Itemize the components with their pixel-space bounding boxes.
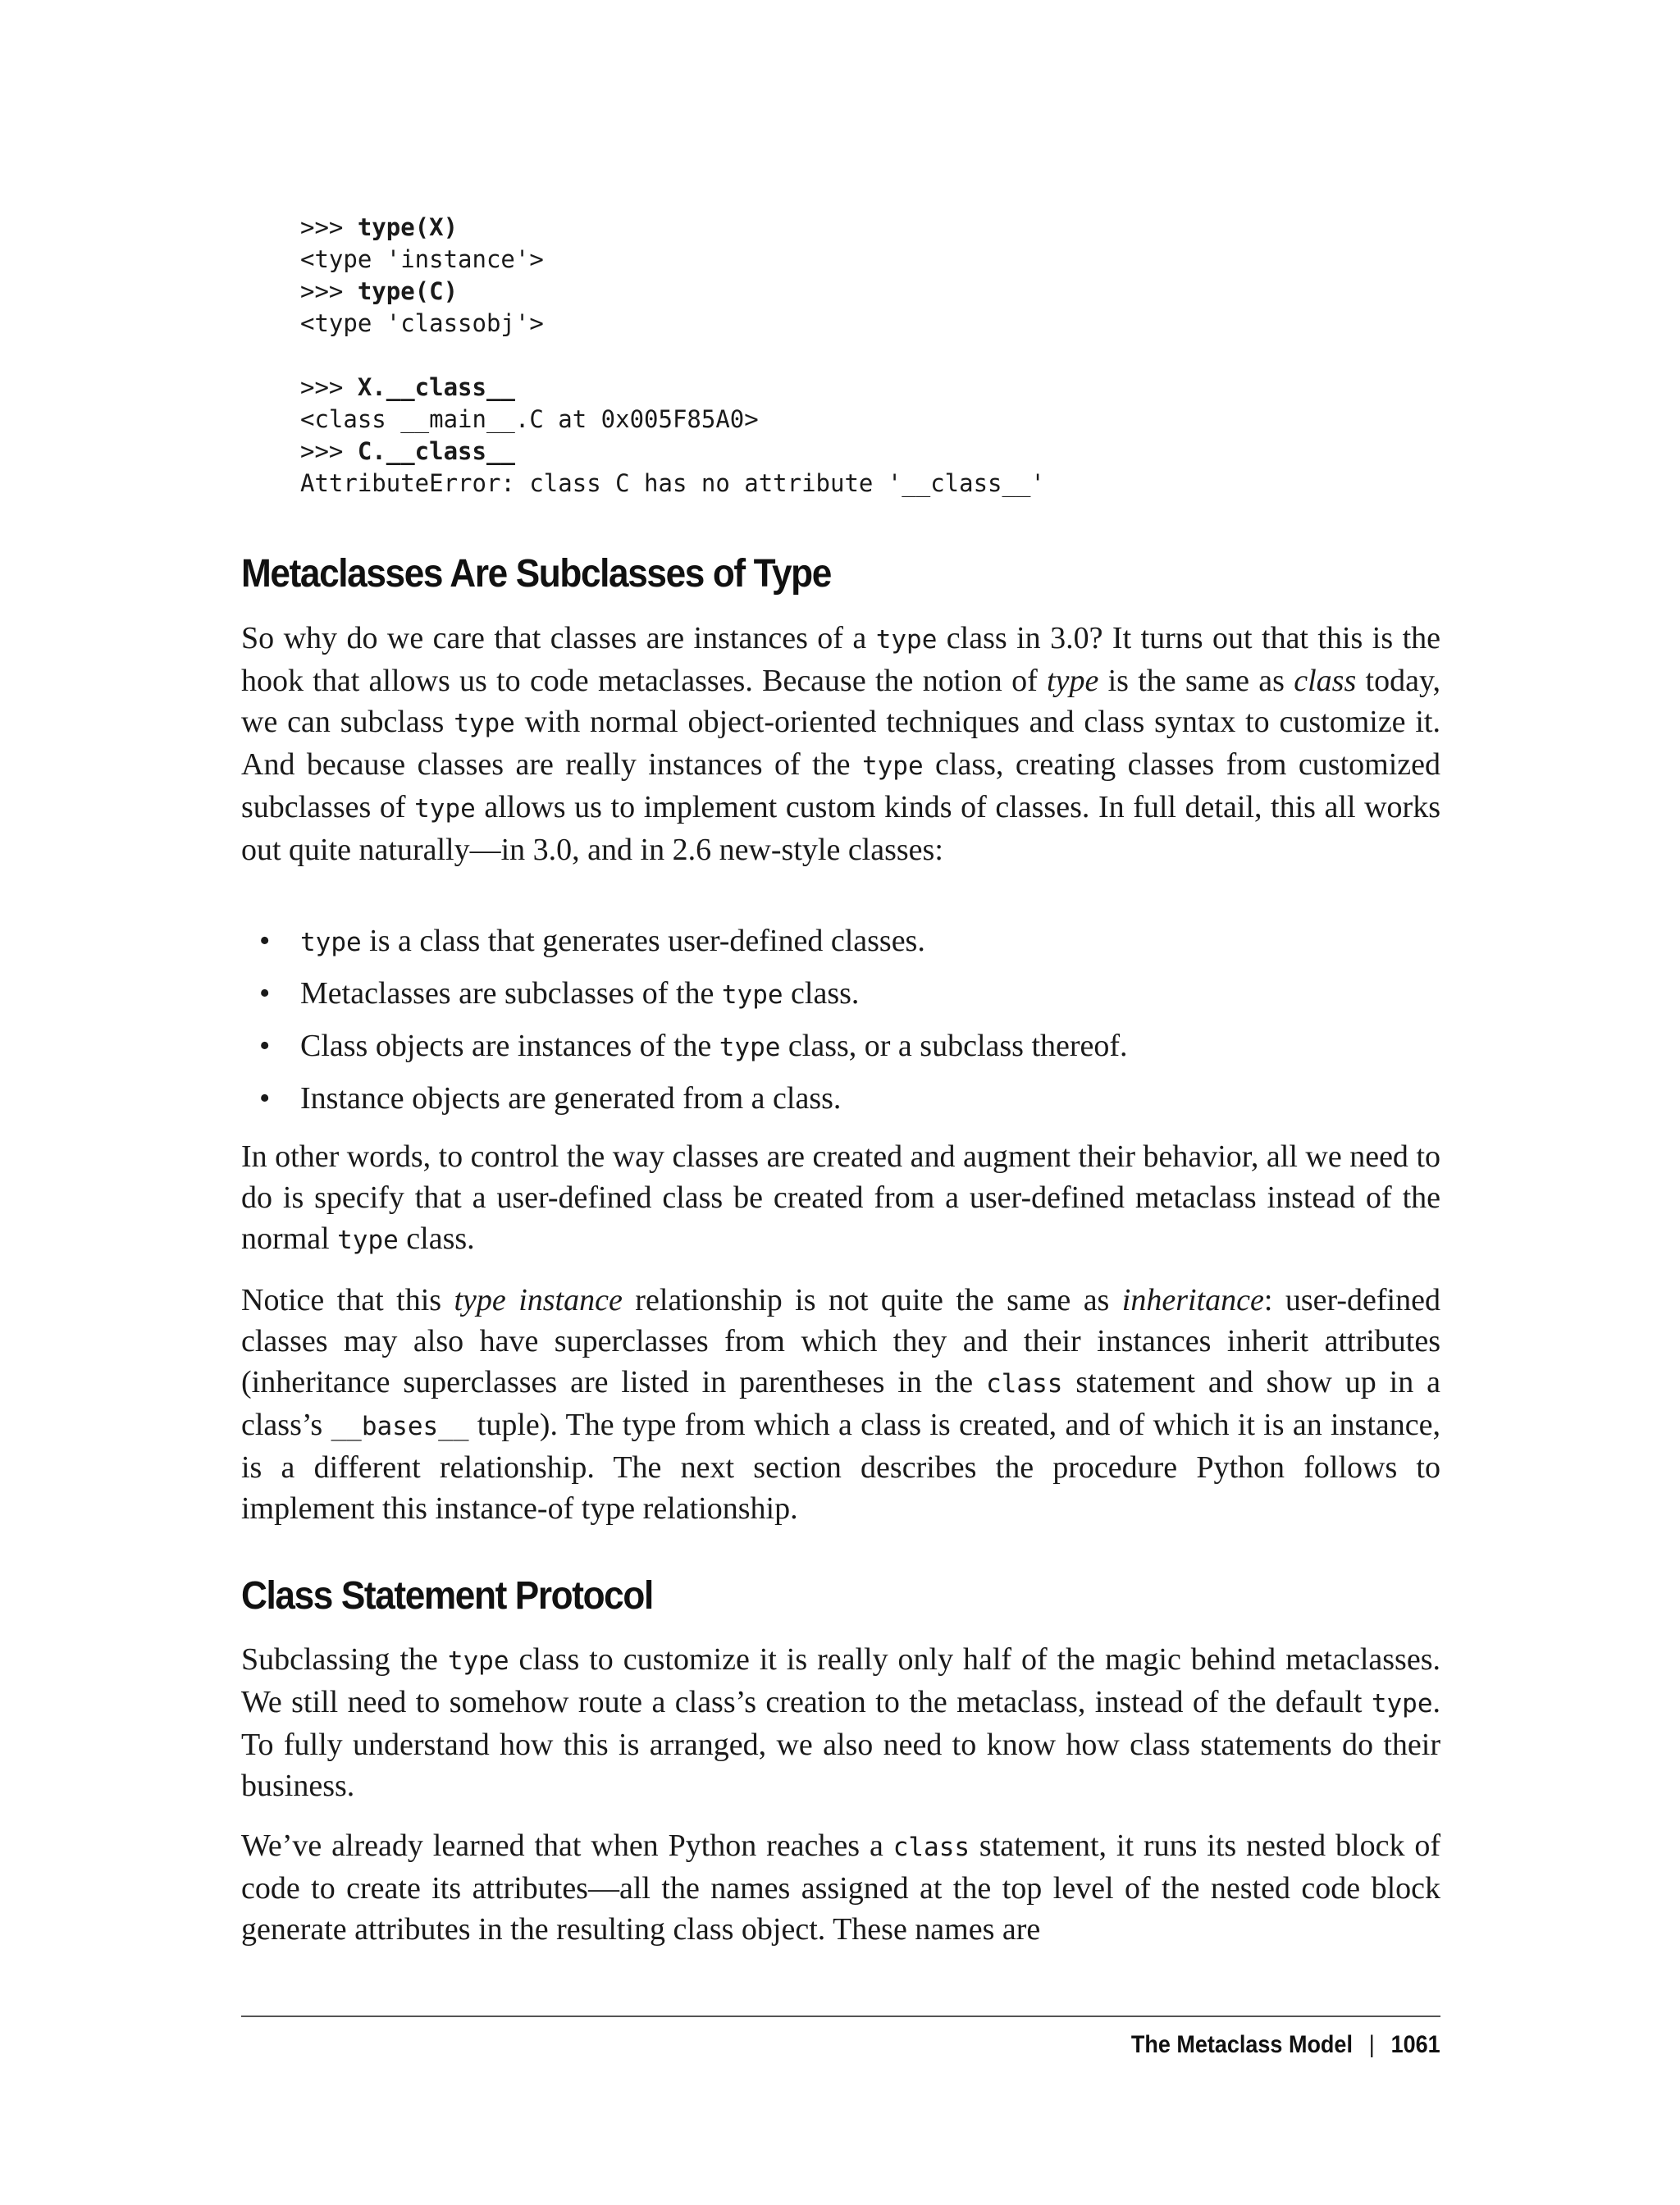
text-run: Instance objects are generated from a class. bbox=[300, 1081, 842, 1116]
inline-code: type bbox=[447, 1646, 509, 1676]
inline-code: type bbox=[721, 980, 783, 1010]
page-footer bbox=[1131, 2031, 1440, 2059]
paragraph-class-statement bbox=[241, 1825, 1440, 1950]
inline-code: type bbox=[719, 1033, 781, 1062]
text-run: Class objects are instances of the bbox=[300, 1029, 719, 1063]
emphasis: type bbox=[1047, 664, 1099, 698]
text-run: relationship is not quite the same as bbox=[622, 1283, 1122, 1317]
list-item bbox=[241, 920, 1440, 963]
bullet-list bbox=[241, 920, 1440, 1129]
page-number: 1061 bbox=[1390, 2031, 1440, 2058]
code-line bbox=[300, 212, 1045, 244]
text-run: statement, it runs its nested block of code to create its attributes—all the names assigned at the top level of the nested code block generate attributes in the resulting class object. These names are bbox=[241, 1828, 1440, 1947]
inline-code: type bbox=[300, 928, 362, 957]
inline-code: type bbox=[337, 1226, 399, 1255]
paragraph-other-words bbox=[241, 1136, 1440, 1261]
footer-chapter-title: The Metaclass Model bbox=[1131, 2031, 1354, 2058]
text-run: Metaclasses are subclasses of the bbox=[300, 976, 722, 1011]
text-run: class, creating classes from customized subclasses of bbox=[241, 747, 1440, 824]
text-run: today, we can subclass bbox=[241, 664, 1440, 739]
code-line bbox=[300, 340, 1045, 372]
section-heading-metaclasses: Metaclasses Are Subclasses of Type bbox=[241, 552, 831, 596]
footer-divider bbox=[241, 2016, 1440, 2017]
code-line bbox=[300, 372, 1045, 404]
text-run: is the same as bbox=[1098, 664, 1294, 698]
code-prompt: >>> bbox=[300, 373, 358, 401]
code-line: AttributeError: class C has no attribute '__class__' bbox=[300, 469, 1045, 497]
text-run: Notice that this bbox=[241, 1283, 454, 1317]
paragraph-type-instance bbox=[241, 1280, 1440, 1529]
bullet-icon: • bbox=[259, 924, 271, 958]
emphasis: type instance bbox=[454, 1283, 623, 1317]
inline-code: type bbox=[1371, 1689, 1433, 1719]
text-run: class to customize it is really only half of the magic behind metaclasses. We still need to somehow route a class’s creation to the metaclass, instead of the default bbox=[241, 1642, 1440, 1719]
list-item bbox=[241, 1078, 1440, 1119]
text-run: allows us to implement custom kinds of classes. In full detail, this all works out quite naturally—in 3.0, and in 2.6 new-style classes: bbox=[241, 790, 1440, 867]
text-run: In other words, to control the way classes are created and augment their behavior, all we need to do is specify that a user-defined class be created from a user-defined metaclass instead of the normal bbox=[241, 1139, 1440, 1256]
footer-separator: | bbox=[1369, 2031, 1376, 2058]
text-run: . To fully understand how this is arranged, we also need to know how class statements do their business. bbox=[241, 1685, 1440, 1803]
inline-code: class bbox=[892, 1833, 970, 1862]
text-run: class. bbox=[783, 976, 860, 1011]
bullet-icon: • bbox=[259, 1081, 271, 1116]
bullet-icon: • bbox=[259, 976, 271, 1011]
inline-code: type bbox=[414, 794, 476, 824]
code-line bbox=[300, 276, 1045, 308]
code-line: <type 'classobj'> bbox=[300, 309, 544, 337]
inline-code: type bbox=[454, 709, 515, 738]
text-run: So why do we care that classes are instances of a bbox=[241, 621, 876, 655]
emphasis: inheritance bbox=[1121, 1283, 1264, 1317]
inline-code: __bases__ bbox=[331, 1412, 469, 1441]
paragraph-metaclasses-intro bbox=[241, 618, 1440, 870]
text-run: We’ve already learned that when Python reaches a bbox=[241, 1828, 893, 1863]
text-run: Subclassing the bbox=[241, 1642, 448, 1677]
inline-code: type bbox=[875, 625, 938, 655]
code-input: C.__class__ bbox=[357, 437, 515, 465]
text-run: with normal object-oriented techniques and class syntax to customize it. And because classes are really instances of the bbox=[241, 705, 1440, 782]
code-block bbox=[300, 212, 1045, 500]
code-line bbox=[300, 436, 1045, 468]
bullet-icon: • bbox=[259, 1029, 271, 1063]
text-run: tuple). The type from which a class is created, and of which it is an instance, is a different relationship. The next section describes the procedure Python follows to implement this instance-of type relationship. bbox=[241, 1408, 1440, 1526]
code-input: X.__class__ bbox=[357, 373, 515, 401]
code-input: type(C) bbox=[357, 277, 459, 305]
code-prompt: >>> bbox=[300, 213, 358, 241]
text-run: class. bbox=[398, 1221, 475, 1256]
code-line: <class __main__.C at 0x005F85A0> bbox=[300, 405, 759, 433]
paragraph-subclassing-type bbox=[241, 1639, 1440, 1806]
text-run: class in 3.0? It turns out that this is the hook that allows us to code metaclasses. Because the notion of bbox=[241, 621, 1440, 698]
code-input: type(X) bbox=[357, 213, 459, 241]
list-item bbox=[241, 1025, 1440, 1068]
list-item bbox=[241, 973, 1440, 1016]
section-heading-class-statement-protocol: Class Statement Protocol bbox=[241, 1574, 653, 1618]
code-line: <type 'instance'> bbox=[300, 245, 544, 273]
text-run: : user-defined classes may also have superclasses from which they and their instances inherit attributes (inheritance superclasses are listed in parentheses in the bbox=[241, 1283, 1440, 1399]
text-run: is a class that generates user-defined classes. bbox=[361, 924, 925, 958]
emphasis: class bbox=[1294, 664, 1357, 698]
code-prompt: >>> bbox=[300, 437, 358, 465]
text-run: class, or a subclass thereof. bbox=[780, 1029, 1128, 1063]
text-run: statement and show up in a class’s bbox=[241, 1365, 1441, 1442]
inline-code: class bbox=[986, 1369, 1063, 1399]
inline-code: type bbox=[861, 751, 924, 781]
code-prompt: >>> bbox=[300, 277, 358, 305]
